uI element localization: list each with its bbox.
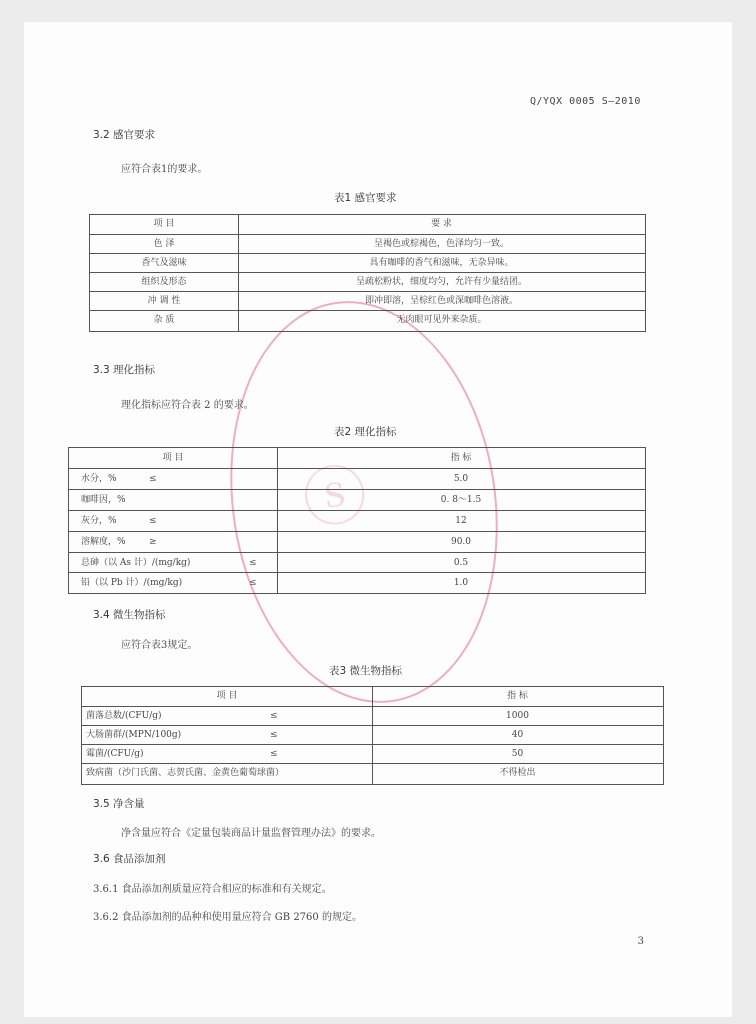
table2-operator: ≤: [249, 558, 257, 568]
table1-cell: 组织及形态: [141, 277, 187, 287]
table2-value: 90.0: [450, 537, 472, 547]
table2-item: 水分，%: [81, 474, 117, 484]
section-3-2-title: 3.2 感官要求: [93, 129, 156, 141]
table3-header: 项 目: [216, 691, 238, 701]
section-3-4-title: 3.4 微生物指标: [93, 609, 166, 621]
official-seal: ⓢ: [205, 284, 523, 721]
table1-cell: 杂 质: [153, 315, 175, 325]
table1-caption: 表1 感官要求: [334, 192, 397, 204]
section-3-4-text: 应符合表3规定。: [121, 640, 198, 651]
page-number: 3: [637, 936, 644, 947]
table3-item: 菌落总数/(CFU/g): [86, 711, 162, 721]
table3: [81, 686, 664, 785]
table3-operator: ≤: [270, 749, 278, 759]
table1-cell: 即冲即溶，呈棕红色或深咖啡色溶液。: [364, 296, 518, 306]
table3-value: 1000: [506, 711, 529, 721]
table3-value: 不得检出: [499, 768, 536, 778]
table3-value: 40: [511, 730, 524, 740]
table1-cell: 无肉眼可见外来杂质。: [396, 315, 487, 325]
table1-cell: 香气及滋味: [141, 258, 187, 268]
table2-item: 铅（以 Pb 计）/(mg/kg): [81, 578, 183, 588]
section-3-6-title: 3.6 食品添加剂: [93, 853, 166, 865]
table2-value: 0.5: [453, 558, 469, 568]
table1-header: 项 目: [153, 219, 175, 229]
table1-cell: 呈褐色或棕褐色，色泽均匀一致。: [373, 239, 509, 249]
table2-item: 咖啡因，%: [81, 495, 126, 505]
table3-operator: ≤: [270, 730, 278, 740]
table1: [89, 214, 646, 332]
section-3-5-text: 净含量应符合《定量包装商品计量监督管理办法》的要求。: [121, 828, 381, 839]
table3-header: 指 标: [507, 691, 528, 701]
table3-value: 50: [511, 749, 524, 759]
section-3-3-text: 理化指标应符合表 2 的要求。: [121, 400, 254, 411]
table2: [68, 447, 646, 594]
table2-operator: ≤: [249, 578, 257, 588]
table2-value: 5.0: [453, 474, 469, 484]
table2-value: 12: [455, 516, 467, 526]
section-3-6-2-text: 3.6.2 食品添加剂的品种和使用量应符合 GB 2760 的规定。: [93, 912, 362, 923]
table3-item: 霉菌/(CFU/g): [86, 749, 144, 759]
table3-caption: 表3 微生物指标: [329, 665, 403, 677]
table2-item: 溶解度，%: [81, 537, 126, 547]
table2-operator: ≥: [149, 537, 157, 547]
standard-code: Q/YQX 0005 S—2010: [530, 96, 641, 107]
table3-item: 致病菌（沙门氏菌、志贺氏菌、金黄色葡萄球菌）: [86, 768, 285, 778]
section-3-2-text: 应符合表1的要求。: [121, 164, 208, 175]
table3-operator: ≤: [270, 711, 278, 721]
section-3-6-1-text: 3.6.1 食品添加剂质量应符合相应的标准和有关规定。: [93, 884, 332, 895]
table2-caption: 表2 理化指标: [334, 426, 397, 438]
table2-value: 0. 8～1.5: [440, 495, 482, 505]
section-3-5-title: 3.5 净含量: [93, 798, 145, 810]
table2-operator: ≤: [149, 474, 157, 484]
table2-item: 总砷（以 As 计）/(mg/kg): [81, 558, 191, 568]
table2-item: 灰分，%: [81, 516, 117, 526]
table2-header: 项 目: [162, 453, 184, 463]
table2-header: 指 标: [450, 453, 472, 463]
table1-cell: 色 泽: [153, 239, 175, 249]
section-3-3-title: 3.3 理化指标: [93, 364, 156, 376]
table2-operator: ≤: [149, 516, 157, 526]
table2-value: 1.0: [453, 578, 469, 588]
table1-cell: 冲 调 性: [147, 296, 181, 306]
table3-item: 大肠菌群/(MPN/100g): [86, 730, 182, 740]
table1-cell: 具有咖啡的香气和滋味，无杂异味。: [369, 258, 514, 268]
table1-cell: 呈疏松粉状，细度均匀，允许有少量结团。: [355, 277, 527, 287]
table1-header: 要 求: [431, 219, 452, 229]
